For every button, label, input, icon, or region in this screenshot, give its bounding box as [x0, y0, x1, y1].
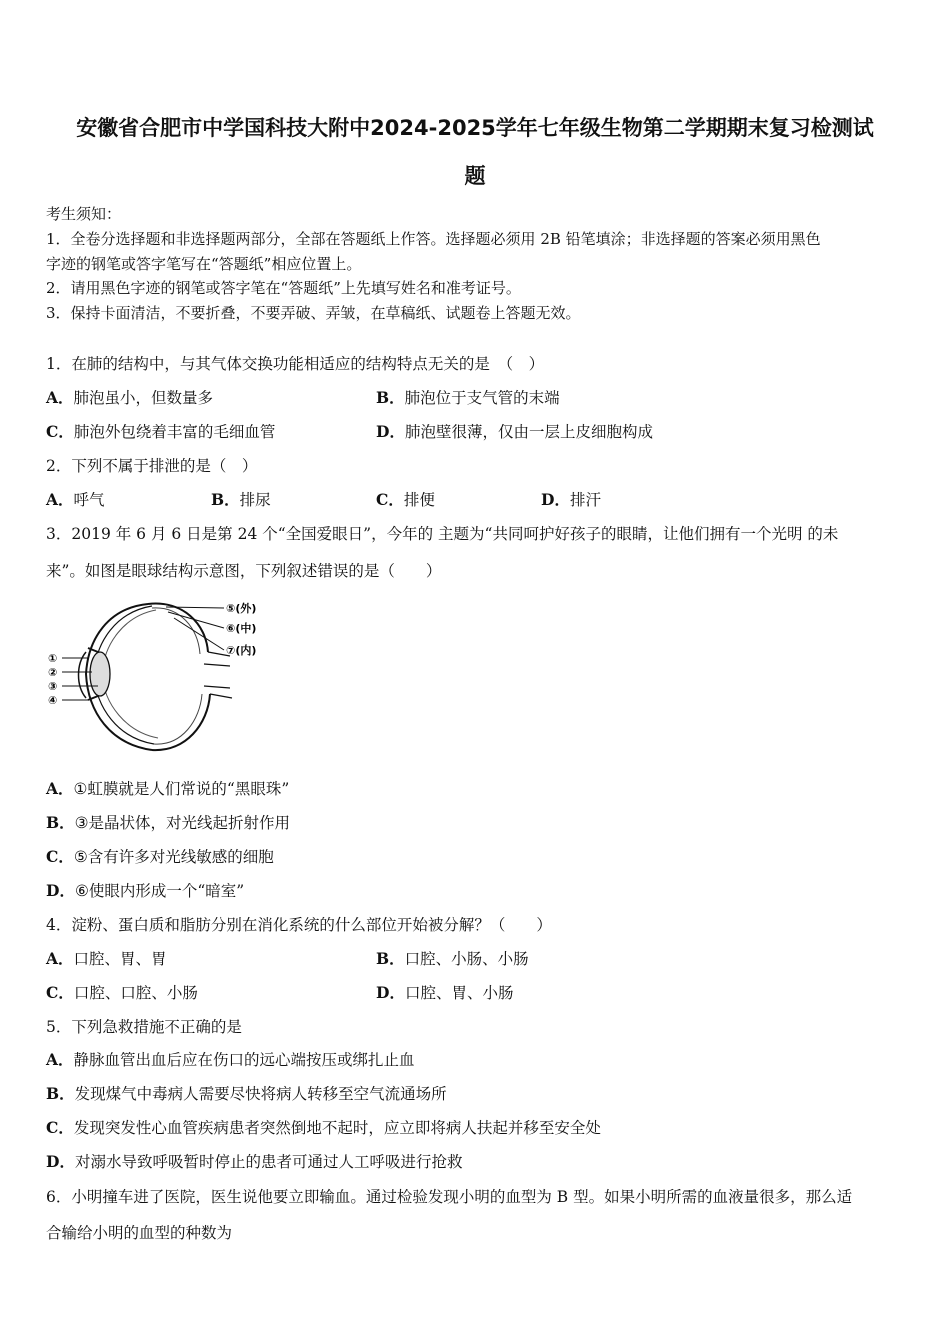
q5-option-d: D．对溺水导致呼吸暂时停止的患者可通过人工呼吸进行抢救: [46, 1152, 463, 1171]
q3-option-c: C．⑤含有许多对光线敏感的细胞: [46, 847, 274, 866]
q2-option-b: B．排尿: [211, 490, 271, 509]
question-3-stem: 3．2019 年 6 月 6 日是第 24 个“全国爱眼日”，今年的 主题为“共同呵护好孩子的眼睛，让他们拥有一个光明 的未: [46, 525, 839, 543]
label-2: ②: [48, 666, 58, 679]
page-title: 安徽省合肥市中学国科技大附中2024-2025学年七年级生物第二学期期末复习检测试: [76, 116, 874, 140]
label-5: ⑤(外): [226, 602, 257, 615]
eyeball-diagram: [48, 594, 280, 758]
question-6-stem-cont: 合输给小明的血型的种数为: [46, 1224, 233, 1242]
label-7: ⑦(内): [226, 644, 257, 657]
q2-option-a: A．呼气: [46, 490, 105, 509]
q4-option-c: C．口腔、口腔、小肠: [46, 983, 198, 1002]
q1-option-a: A．肺泡虽小，但数量多: [46, 388, 214, 407]
notice-line: 字迹的钢笔或答字笔写在“答题纸”相应位置上。: [46, 255, 362, 273]
notice-heading: 考生须知：: [46, 205, 122, 223]
question-6-stem: 6．小明撞车进了医院，医生说他要立即输血。通过检验发现小明的血型为 B 型。如果小明所需的血液量很多，那么适: [46, 1188, 853, 1206]
q2-option-d: D．排汗: [541, 490, 601, 509]
question-4-stem: 4．淀粉、蛋白质和脂肪分别在消化系统的什么部位开始被分解？（ ）: [46, 916, 552, 934]
question-3-stem-cont: 来”。如图是眼球结构示意图，下列叙述错误的是（ ）: [46, 562, 442, 580]
q5-option-c: C．发现突发性心血管疾病患者突然倒地不起时，应立即将病人扶起并移至安全处: [46, 1118, 601, 1137]
q1-option-b: B．肺泡位于支气管的末端: [376, 388, 560, 407]
label-3: ③: [48, 680, 58, 693]
q2-option-c: C．排便: [376, 490, 435, 509]
label-4: ④: [48, 694, 58, 707]
notice-line: 3．保持卡面清洁，不要折叠，不要弄破、弄皱，在草稿纸、试题卷上答题无效。: [46, 304, 581, 322]
question-2-stem: 2．下列不属于排泄的是（ ）: [46, 457, 258, 475]
q5-option-b: B．发现煤气中毒病人需要尽快将病人转移至空气流通场所: [46, 1084, 447, 1103]
q5-option-a: A．静脉血管出血后应在伤口的远心端按压或绑扎止血: [46, 1050, 415, 1069]
question-5-stem: 5．下列急救措施不正确的是: [46, 1018, 242, 1036]
q1-option-d: D．肺泡壁很薄，仅由一层上皮细胞构成: [376, 422, 653, 441]
q3-option-b: B．③是晶状体，对光线起折射作用: [46, 813, 291, 832]
q3-option-a: A．①虹膜就是人们常说的“黑眼珠”: [46, 779, 290, 798]
q3-option-d: D．⑥使眼内形成一个“暗室”: [46, 881, 245, 900]
label-6: ⑥(中): [226, 622, 257, 635]
q4-option-d: D．口腔、胃、小肠: [376, 983, 514, 1002]
q1-option-c: C．肺泡外包绕着丰富的毛细血管: [46, 422, 276, 441]
notice-line: 2．请用黑色字迹的钢笔或答字笔在“答题纸”上先填写姓名和准考证号。: [46, 279, 521, 297]
question-1-stem: 1．在肺的结构中，与其气体交换功能相适应的结构特点无关的是 （ ）: [46, 355, 545, 373]
notice-line: 1．全卷分选择题和非选择题两部分，全部在答题纸上作答。选择题必须用 2B 铅笔填涂；非选择题的答案必须用黑色: [46, 230, 821, 248]
q4-option-a: A．口腔、胃、胃: [46, 949, 167, 968]
q4-option-b: B．口腔、小肠、小肠: [376, 949, 529, 968]
page-title-cont: 题: [464, 164, 486, 188]
label-1: ①: [48, 652, 58, 665]
